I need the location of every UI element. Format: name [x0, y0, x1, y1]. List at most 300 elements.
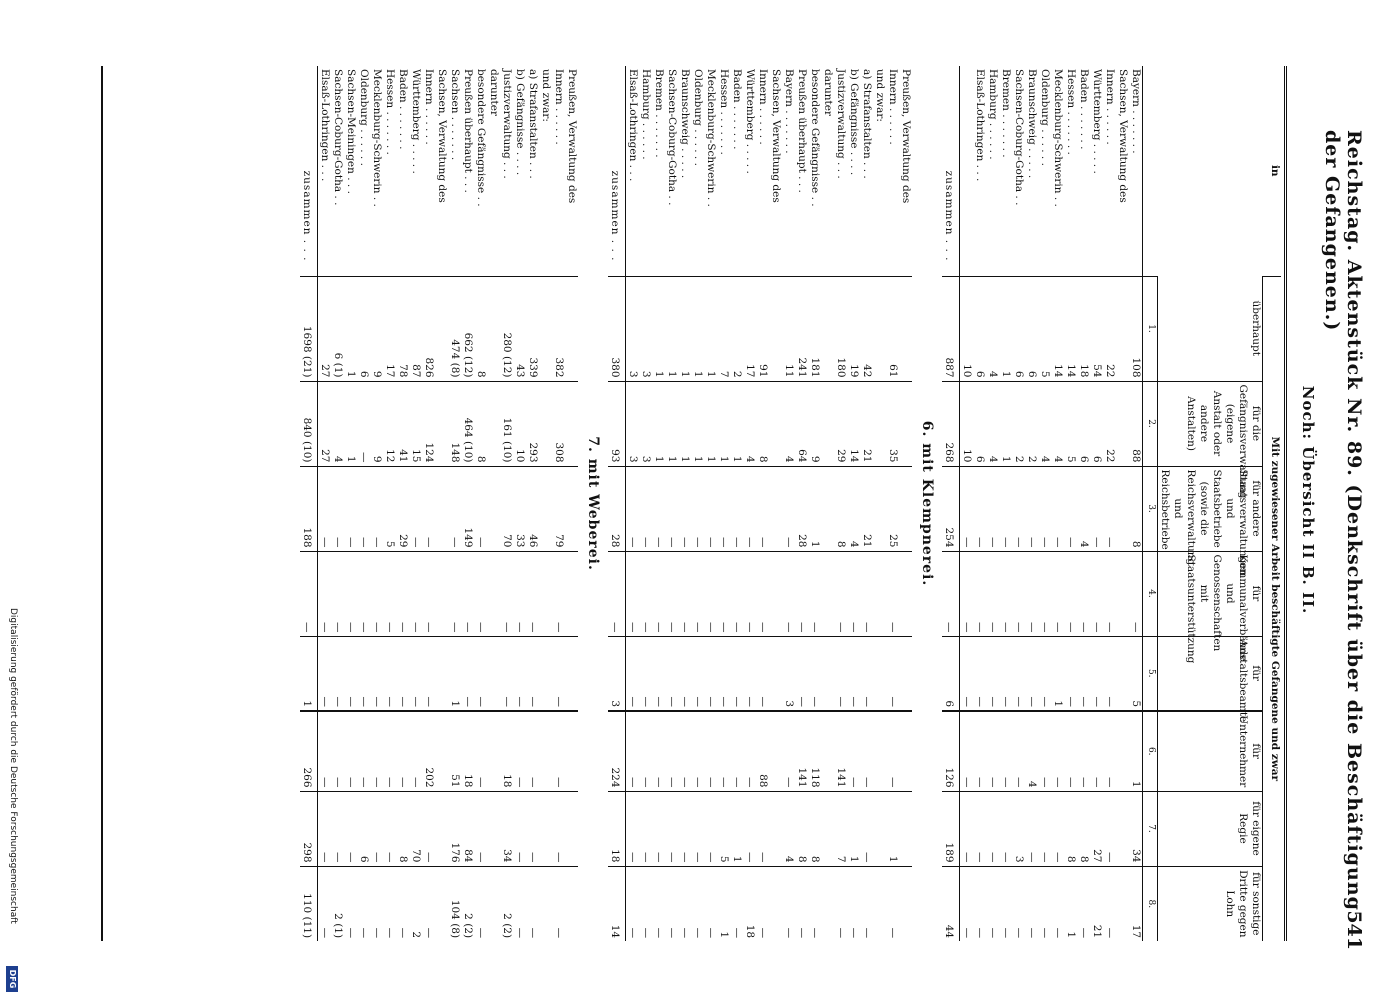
cell-col-8: —: [1038, 866, 1051, 941]
row-label: Oldenburg . . . . . .: [358, 69, 370, 166]
cell-col-6: [539, 711, 552, 791]
cell-col-4: —: [357, 551, 370, 636]
cell-col-6: —: [1064, 711, 1077, 791]
cell-col-4: —: [717, 551, 730, 636]
cell-col-5: —: [513, 636, 526, 711]
cell-col-1: 87: [409, 276, 422, 381]
cell-col-7: [821, 791, 834, 866]
cell-col-6: —: [886, 711, 899, 791]
cell-col-4: —: [383, 551, 396, 636]
cell-col-7: 34: [1129, 791, 1143, 866]
column-number-6: 6.: [1143, 711, 1158, 791]
cell-col-6: —: [357, 711, 370, 791]
cell-col-7: 3: [1012, 791, 1025, 866]
total-row: [608, 66, 626, 941]
cell-col-5: —: [960, 636, 974, 711]
table-row: [526, 66, 539, 941]
cell-col-6: —: [1103, 711, 1116, 791]
table-row: [834, 66, 847, 941]
cell-col-8: 21: [1090, 866, 1103, 941]
cell-col-2: 268: [942, 381, 960, 466]
table-row: [986, 66, 999, 941]
cell-col-6: —: [409, 711, 422, 791]
cell-col-8: 110 (11): [300, 866, 318, 941]
cell-col-8: —: [782, 866, 795, 941]
cell-col-8: —: [344, 866, 357, 941]
table-row: [448, 66, 461, 941]
cell-col-7: [565, 791, 578, 866]
cell-col-4: —: [331, 551, 344, 636]
cell-col-6: —: [678, 711, 691, 791]
cell-col-2: [539, 381, 552, 466]
cell-col-5: —: [1103, 636, 1116, 711]
cell-col-1: [435, 276, 448, 381]
cell-col-8: [873, 866, 886, 941]
cell-col-5: [821, 636, 834, 711]
row-label: Oldenburg . . . . . .: [1039, 69, 1051, 166]
cell-col-2: 4: [782, 381, 795, 466]
cell-col-7: 84: [461, 791, 474, 866]
cell-col-1: 27: [318, 276, 332, 381]
cell-col-3: 8: [1129, 466, 1143, 551]
cell-col-8: —: [1077, 866, 1090, 941]
cell-col-5: —: [986, 636, 999, 711]
cell-col-2: 22: [1103, 381, 1116, 466]
cell-col-1: 6 (1): [331, 276, 344, 381]
cell-col-6: —: [474, 711, 487, 791]
cell-col-3: —: [665, 466, 678, 551]
cell-col-7: —: [691, 791, 704, 866]
cell-col-2: —: [357, 381, 370, 466]
cell-col-7: —: [678, 791, 691, 866]
cell-col-2: 4: [1051, 381, 1064, 466]
cell-col-5: —: [626, 636, 640, 711]
cell-col-3: 1: [808, 466, 821, 551]
cell-col-5: —: [704, 636, 717, 711]
cell-col-7: 34: [500, 791, 513, 866]
cell-col-6: —: [383, 711, 396, 791]
bottom-rule: [101, 66, 103, 941]
cell-col-8: —: [1051, 866, 1064, 941]
dfg-logo: DFG: [6, 966, 18, 992]
cell-col-2: 148: [448, 381, 461, 466]
cell-col-2: 1: [678, 381, 691, 466]
cell-col-5: —: [678, 636, 691, 711]
cell-col-5: —: [665, 636, 678, 711]
cell-col-3: [821, 466, 834, 551]
cell-col-5: —: [370, 636, 383, 711]
cell-col-4: —: [1038, 551, 1051, 636]
cell-col-4: [873, 551, 886, 636]
total-row: [300, 66, 318, 941]
cell-col-7: [873, 791, 886, 866]
cell-col-7: [539, 791, 552, 866]
row-label: Württemberg . . . . .: [410, 69, 422, 174]
cell-col-6: 88: [756, 711, 769, 791]
cell-col-3: —: [973, 466, 986, 551]
table-row: [769, 66, 782, 941]
cell-col-5: —: [409, 636, 422, 711]
table-row: [717, 66, 730, 941]
cell-col-7: —: [973, 791, 986, 866]
cell-col-7: 8: [1064, 791, 1077, 866]
cell-col-7: —: [331, 791, 344, 866]
cell-col-8: —: [652, 866, 665, 941]
cell-col-5: 3: [608, 636, 626, 711]
cell-col-6: [899, 711, 912, 791]
cell-col-6: 202: [422, 711, 435, 791]
cell-col-2: 293: [526, 381, 539, 466]
cell-col-2: 3: [626, 381, 640, 466]
cell-col-6: —: [331, 711, 344, 791]
column-header-1: überhaupt: [1158, 276, 1263, 381]
cell-col-8: [539, 866, 552, 941]
cell-col-5: 5: [1129, 636, 1143, 711]
cell-col-4: —: [1064, 551, 1077, 636]
cell-col-1: [769, 276, 782, 381]
cell-col-7: —: [639, 791, 652, 866]
cell-col-7: [487, 791, 500, 866]
cell-col-3: [487, 466, 500, 551]
table-row: [1103, 66, 1116, 941]
cell-col-2: [435, 381, 448, 466]
cell-col-6: —: [847, 711, 860, 791]
cell-col-3: [899, 466, 912, 551]
cell-col-8: —: [860, 866, 873, 941]
cell-col-1: [821, 276, 834, 381]
cell-col-7: 1: [847, 791, 860, 866]
cell-col-4: —: [730, 551, 743, 636]
cell-col-7: —: [383, 791, 396, 866]
cell-col-7: —: [552, 791, 565, 866]
cell-col-1: 1: [344, 276, 357, 381]
table-row: [704, 66, 717, 941]
cell-col-2: 6: [1077, 381, 1090, 466]
cell-col-3: 28: [795, 466, 808, 551]
cell-col-4: —: [1103, 551, 1116, 636]
cell-col-2: 840 (10): [300, 381, 318, 466]
cell-col-2: 4: [743, 381, 756, 466]
cell-col-6: —: [860, 711, 873, 791]
cell-col-7: —: [1051, 791, 1064, 866]
cell-col-8: [821, 866, 834, 941]
cell-col-1: 382: [552, 276, 565, 381]
cell-col-7: —: [1103, 791, 1116, 866]
cell-col-1: 43: [513, 276, 526, 381]
row-label: Hessen . . . . . . .: [384, 69, 396, 155]
cell-col-1: 181: [808, 276, 821, 381]
table-row: [318, 66, 332, 941]
cell-col-3: 25: [886, 466, 899, 551]
table-row: [1012, 66, 1025, 941]
cell-col-8: 2: [409, 866, 422, 941]
cell-col-4: —: [886, 551, 899, 636]
cell-col-3: [1116, 466, 1129, 551]
cell-col-6: 141: [795, 711, 808, 791]
cell-col-4: —: [608, 551, 626, 636]
cell-col-3: —: [1064, 466, 1077, 551]
column-number-3: 3.: [1143, 466, 1158, 551]
table-row: [730, 66, 743, 941]
cell-col-5: —: [500, 636, 513, 711]
cell-col-4: —: [526, 551, 539, 636]
cell-col-6: —: [370, 711, 383, 791]
digitization-text: Digitalisierung gefördert durch die Deutsche Forschungsgemeinschaft: [8, 608, 18, 924]
cell-col-8: —: [357, 866, 370, 941]
row-label: Preußen, Verwaltung des: [566, 69, 578, 204]
cell-col-8: 2 (2): [500, 866, 513, 941]
row-label: zusammen . . .: [608, 66, 626, 276]
cell-col-3: —: [730, 466, 743, 551]
cell-col-6: 18: [500, 711, 513, 791]
cell-col-1: 54: [1090, 276, 1103, 381]
cell-col-7: 6: [357, 791, 370, 866]
cell-col-7: —: [1025, 791, 1038, 866]
row-label: Hamburg . . . . . .: [640, 69, 652, 160]
cell-col-3: —: [318, 466, 332, 551]
cell-col-6: —: [626, 711, 640, 791]
cell-col-1: 11: [782, 276, 795, 381]
cell-col-7: —: [526, 791, 539, 866]
cell-col-7: 70: [409, 791, 422, 866]
table-row: [1038, 66, 1051, 941]
cell-col-8: —: [639, 866, 652, 941]
column-header-3: für andere Staatsverwaltungen und Staatsbetriebe (sowie die Reichsverwaltung und Reichsbetriebe: [1158, 466, 1263, 551]
row-label: Braunschweig . . . . .: [679, 69, 691, 179]
table-row: [973, 66, 986, 941]
cell-col-2: 35: [886, 381, 899, 466]
cell-col-7: —: [960, 791, 974, 866]
cell-col-2: 6: [973, 381, 986, 466]
cell-col-8: —: [665, 866, 678, 941]
cell-col-6: —: [396, 711, 409, 791]
cell-col-5: —: [344, 636, 357, 711]
cell-col-8: 104 (8): [448, 866, 461, 941]
cell-col-4: [769, 551, 782, 636]
cell-col-7: —: [1038, 791, 1051, 866]
cell-col-8: —: [999, 866, 1012, 941]
table-row: [665, 66, 678, 941]
cell-col-1: 6: [357, 276, 370, 381]
cell-col-2: 10: [960, 381, 974, 466]
cell-col-1: 1: [678, 276, 691, 381]
cell-col-2: 93: [608, 381, 626, 466]
cell-col-3: —: [1051, 466, 1064, 551]
table-row: [1025, 66, 1038, 941]
cell-col-2: 8: [474, 381, 487, 466]
table-row: [1116, 66, 1129, 941]
cell-col-3: —: [986, 466, 999, 551]
cell-col-3: 79: [552, 466, 565, 551]
cell-col-5: [873, 636, 886, 711]
row-label: Mecklenburg-Schwerin . .: [705, 69, 717, 207]
cell-col-3: —: [626, 466, 640, 551]
cell-col-1: 17: [743, 276, 756, 381]
cell-col-2: 12: [383, 381, 396, 466]
cell-col-6: 18: [461, 711, 474, 791]
cell-col-1: 180: [834, 276, 847, 381]
cell-col-8: —: [678, 866, 691, 941]
cell-col-3: 188: [300, 466, 318, 551]
column-header-2: für die Gefängnisverwaltung (eigene Anstalt oder andere Anstalten): [1158, 381, 1263, 466]
cell-col-1: 1698 (21): [300, 276, 318, 381]
cell-col-2: 9: [808, 381, 821, 466]
cell-col-7: —: [999, 791, 1012, 866]
row-label: Mecklenburg-Schwerin . .: [371, 69, 383, 207]
cell-col-4: —: [973, 551, 986, 636]
cell-col-4: —: [639, 551, 652, 636]
row-label: Preußen überhaupt . . .: [462, 69, 474, 193]
cell-col-8: —: [370, 866, 383, 941]
cell-col-5: [539, 636, 552, 711]
cell-col-7: —: [704, 791, 717, 866]
table-row: [552, 66, 565, 941]
cell-col-6: —: [639, 711, 652, 791]
cell-col-6: —: [1012, 711, 1025, 791]
cell-col-4: —: [474, 551, 487, 636]
cell-col-7: 27: [1090, 791, 1103, 866]
cell-col-4: —: [652, 551, 665, 636]
cell-col-5: —: [743, 636, 756, 711]
row-label: Bayern . . . . . . .: [783, 69, 795, 154]
column-number-1: 1.: [1143, 276, 1158, 381]
cell-col-3: —: [717, 466, 730, 551]
cell-col-7: 8: [1077, 791, 1090, 866]
table-row: [500, 66, 513, 941]
cell-col-1: 17: [383, 276, 396, 381]
cell-col-4: —: [808, 551, 821, 636]
cell-col-7: 176: [448, 791, 461, 866]
cell-col-3: 28: [608, 466, 626, 551]
row-label: Preußen, Verwaltung des: [900, 69, 912, 204]
cell-col-7: —: [652, 791, 665, 866]
section-title: 6. mit Klempnerei.: [919, 420, 936, 587]
cell-col-5: —: [1064, 636, 1077, 711]
cell-col-6: —: [960, 711, 974, 791]
cell-col-2: 29: [834, 381, 847, 466]
cell-col-1: 1: [691, 276, 704, 381]
cell-col-4: —: [1090, 551, 1103, 636]
cell-col-6: —: [1077, 711, 1090, 791]
cell-col-1: 9: [370, 276, 383, 381]
cell-col-1: [487, 276, 500, 381]
cell-col-4: —: [678, 551, 691, 636]
column-number-row: [1143, 66, 1158, 941]
row-label: a) Strafanstalten . . .: [527, 69, 539, 179]
table-row: [539, 66, 552, 941]
cell-col-5: —: [1090, 636, 1103, 711]
cell-col-5: [899, 636, 912, 711]
cell-col-7: 298: [300, 791, 318, 866]
cell-col-3: —: [422, 466, 435, 551]
row-label: b) Gefängnisse . . . .: [848, 69, 860, 176]
row-label: und zwar:: [540, 69, 552, 122]
cell-col-7: 8: [396, 791, 409, 866]
cell-col-1: 339: [526, 276, 539, 381]
column-header-4: für Kommunalverbände und Genossenschaften mit Staatsunterstützung: [1158, 551, 1263, 636]
cell-col-2: 124: [422, 381, 435, 466]
cell-col-2: 4: [986, 381, 999, 466]
cell-col-8: —: [422, 866, 435, 941]
cell-col-2: 3: [639, 381, 652, 466]
cell-col-2: 9: [370, 381, 383, 466]
cell-col-1: 1: [999, 276, 1012, 381]
row-label: Elsaß-Lothringen . . .: [319, 69, 331, 182]
cell-col-5: —: [1025, 636, 1038, 711]
cell-col-5: —: [847, 636, 860, 711]
cell-col-5: [769, 636, 782, 711]
cell-col-3: [435, 466, 448, 551]
cell-col-5: —: [808, 636, 821, 711]
cell-col-4: [1116, 551, 1129, 636]
column-number-2: 2.: [1143, 381, 1158, 466]
cell-col-5: 3: [782, 636, 795, 711]
cell-col-6: —: [986, 711, 999, 791]
cell-col-2: 15: [409, 381, 422, 466]
cell-col-7: —: [318, 791, 332, 866]
row-label: Sachsen-Coburg-Gotha . .: [1013, 69, 1025, 206]
row-label: zusammen . . .: [942, 66, 960, 276]
cell-col-5: —: [461, 636, 474, 711]
cell-col-8: —: [526, 866, 539, 941]
cell-col-3: —: [1025, 466, 1038, 551]
cell-col-3: —: [409, 466, 422, 551]
cell-col-8: [565, 866, 578, 941]
table-row: [370, 66, 383, 941]
row-label: besondere Gefängnisse . .: [475, 69, 487, 207]
cell-col-5: 1: [448, 636, 461, 711]
cell-col-3: —: [999, 466, 1012, 551]
cell-col-3: —: [1090, 466, 1103, 551]
cell-col-6: 51: [448, 711, 461, 791]
cell-col-3: 254: [942, 466, 960, 551]
cell-col-1: 1: [704, 276, 717, 381]
cell-col-4: —: [860, 551, 873, 636]
cell-col-1: 14: [1064, 276, 1077, 381]
name-column-header: in: [1269, 164, 1281, 177]
cell-col-6: —: [691, 711, 704, 791]
table-row: [487, 66, 500, 941]
cell-col-6: —: [344, 711, 357, 791]
cell-col-5: [1116, 636, 1129, 711]
cell-col-8: 2 (2): [461, 866, 474, 941]
cell-col-4: —: [500, 551, 513, 636]
cell-col-3: —: [704, 466, 717, 551]
cell-col-5: 1: [1051, 636, 1064, 711]
cell-col-4: —: [795, 551, 808, 636]
cell-col-6: 126: [942, 711, 960, 791]
cell-col-7: —: [860, 791, 873, 866]
cell-col-6: —: [1038, 711, 1051, 791]
cell-col-2: 1: [730, 381, 743, 466]
cell-col-7: [435, 791, 448, 866]
row-label: Sachsen, Verwaltung des: [1117, 69, 1129, 203]
cell-col-6: —: [717, 711, 730, 791]
row-label: Württemberg . . . . .: [744, 69, 756, 174]
cell-col-3: —: [743, 466, 756, 551]
cell-col-1: 18: [1077, 276, 1090, 381]
cell-col-1: 3: [639, 276, 652, 381]
cell-col-2: 308: [552, 381, 565, 466]
column-number-8: 8.: [1143, 866, 1158, 941]
page-number: 541: [1343, 910, 1365, 950]
cell-col-5: —: [1012, 636, 1025, 711]
table-row: [899, 66, 912, 941]
cell-col-1: 1: [665, 276, 678, 381]
row-label: Elsaß-Lothringen . . .: [627, 69, 639, 182]
cell-col-2: 8: [756, 381, 769, 466]
table-row: [1051, 66, 1064, 941]
